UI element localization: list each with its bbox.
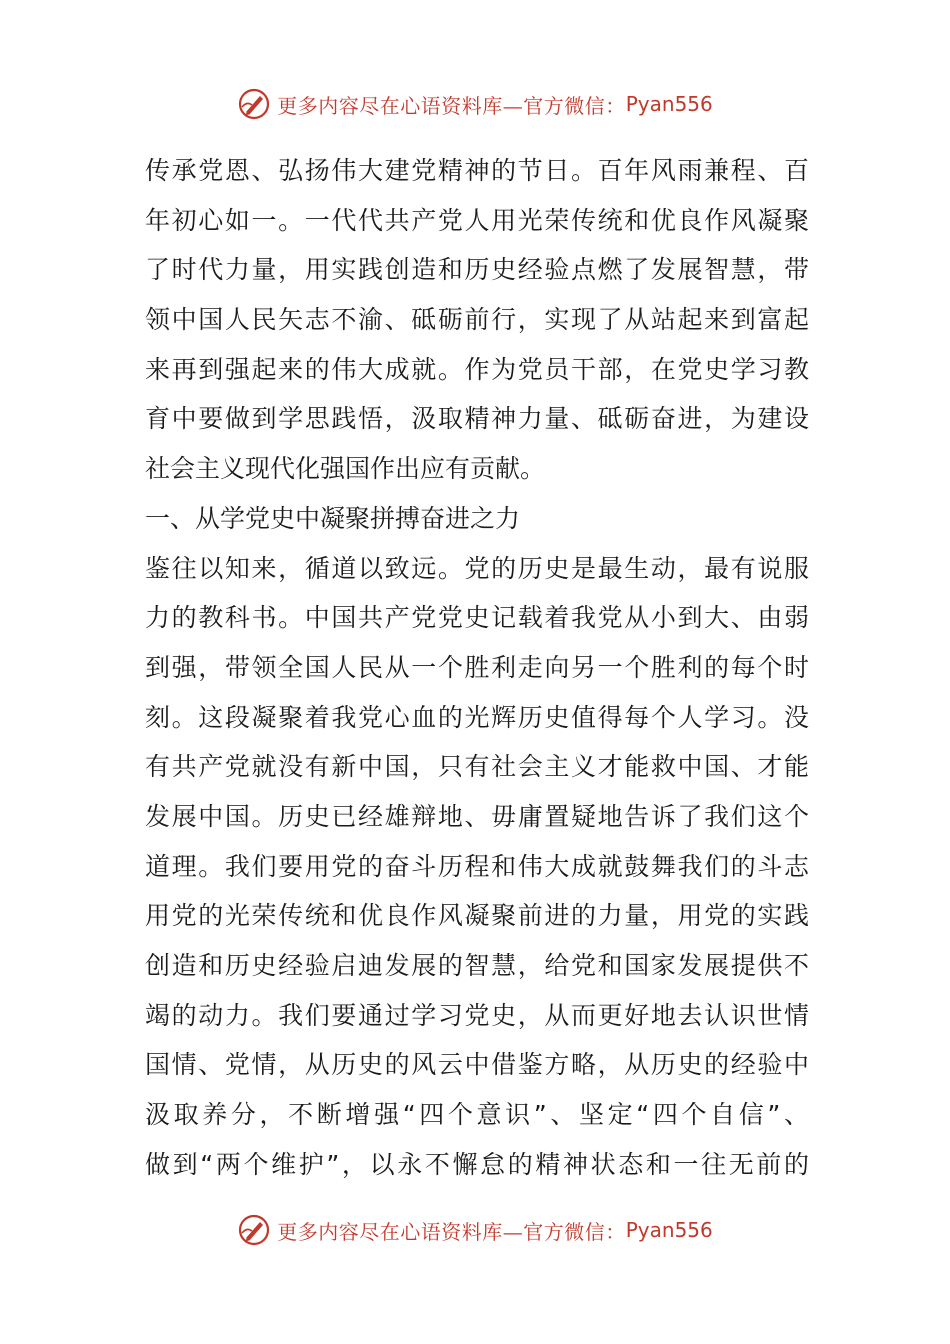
- body-line: 力的教科书。中国共产党党史记载着我党从小到大、由弱: [145, 603, 809, 633]
- body-line: 做到“两个维护”，以永不懈怠的精神状态和一往无前的: [145, 1149, 809, 1179]
- body-line: 到强，带领全国人民从一个胜利走向另一个胜利的每个时: [145, 652, 809, 682]
- pen-logo-icon: [237, 87, 271, 121]
- wechat-id: Pyan556: [625, 1218, 713, 1242]
- body-line: 年初心如一。一代代共产党人用光荣传统和优良作风凝聚: [145, 205, 809, 235]
- body-line: 有共产党就没有新中国，只有社会主义才能救中国、才能: [145, 752, 809, 782]
- body-line: 领中国人民矢志不渝、砥砺前行，实现了从站起来到富起: [145, 305, 809, 335]
- body-line: 来再到强起来的伟大成就。作为党员干部，在党史学习教: [145, 354, 809, 384]
- body-line: 育中要做到学思践悟，汲取精神力量、砥砺奋进，为建设: [145, 404, 809, 434]
- body-line: 发展中国。历史已经雄辩地、毋庸置疑地告诉了我们这个: [145, 801, 809, 831]
- body-line: 传承党恩、弘扬伟大建党精神的节日。百年风雨兼程、百: [145, 156, 809, 185]
- body-line: 汲取养分，不断增强“四个意识”、坚定“四个自信”、: [145, 1100, 809, 1130]
- footer-banner: [0, 1210, 950, 1250]
- pen-logo-icon: [237, 1213, 271, 1247]
- section-heading: 一、从学党史中凝聚拼搏奋进之力: [145, 503, 521, 533]
- body-line: 了时代力量，用实践创造和历史经验点燃了发展智慧，带: [145, 255, 809, 285]
- body-line: 鉴往以知来，循道以致远。党的历史是最生动，最有说服: [145, 553, 809, 583]
- banner-text: 更多内容尽在心语资料库—官方微信：: [277, 1219, 626, 1244]
- header-banner: [0, 84, 950, 124]
- body-line: 国情、党情，从历史的风云中借鉴方略，从历史的经验中: [145, 1050, 809, 1080]
- document-body: [145, 146, 809, 1189]
- banner-text: 更多内容尽在心语资料库—官方微信：: [277, 93, 626, 118]
- body-line: 用党的光荣传统和优良作风凝聚前进的力量，用党的实践: [145, 901, 809, 931]
- body-line: 竭的动力。我们要通过学习党史，从而更好地去认识世情: [145, 1000, 809, 1030]
- body-line: 创造和历史经验启迪发展的智慧，给党和国家发展提供不: [145, 951, 809, 980]
- body-line: 道理。我们要用党的奋斗历程和伟大成就鼓舞我们的斗志: [145, 851, 809, 881]
- body-line: 社会主义现代化强国作出应有贡献。: [145, 454, 546, 484]
- body-line: 刻。这段凝聚着我党心血的光辉历史值得每个人学习。没: [145, 702, 809, 732]
- wechat-id: Pyan556: [625, 92, 713, 116]
